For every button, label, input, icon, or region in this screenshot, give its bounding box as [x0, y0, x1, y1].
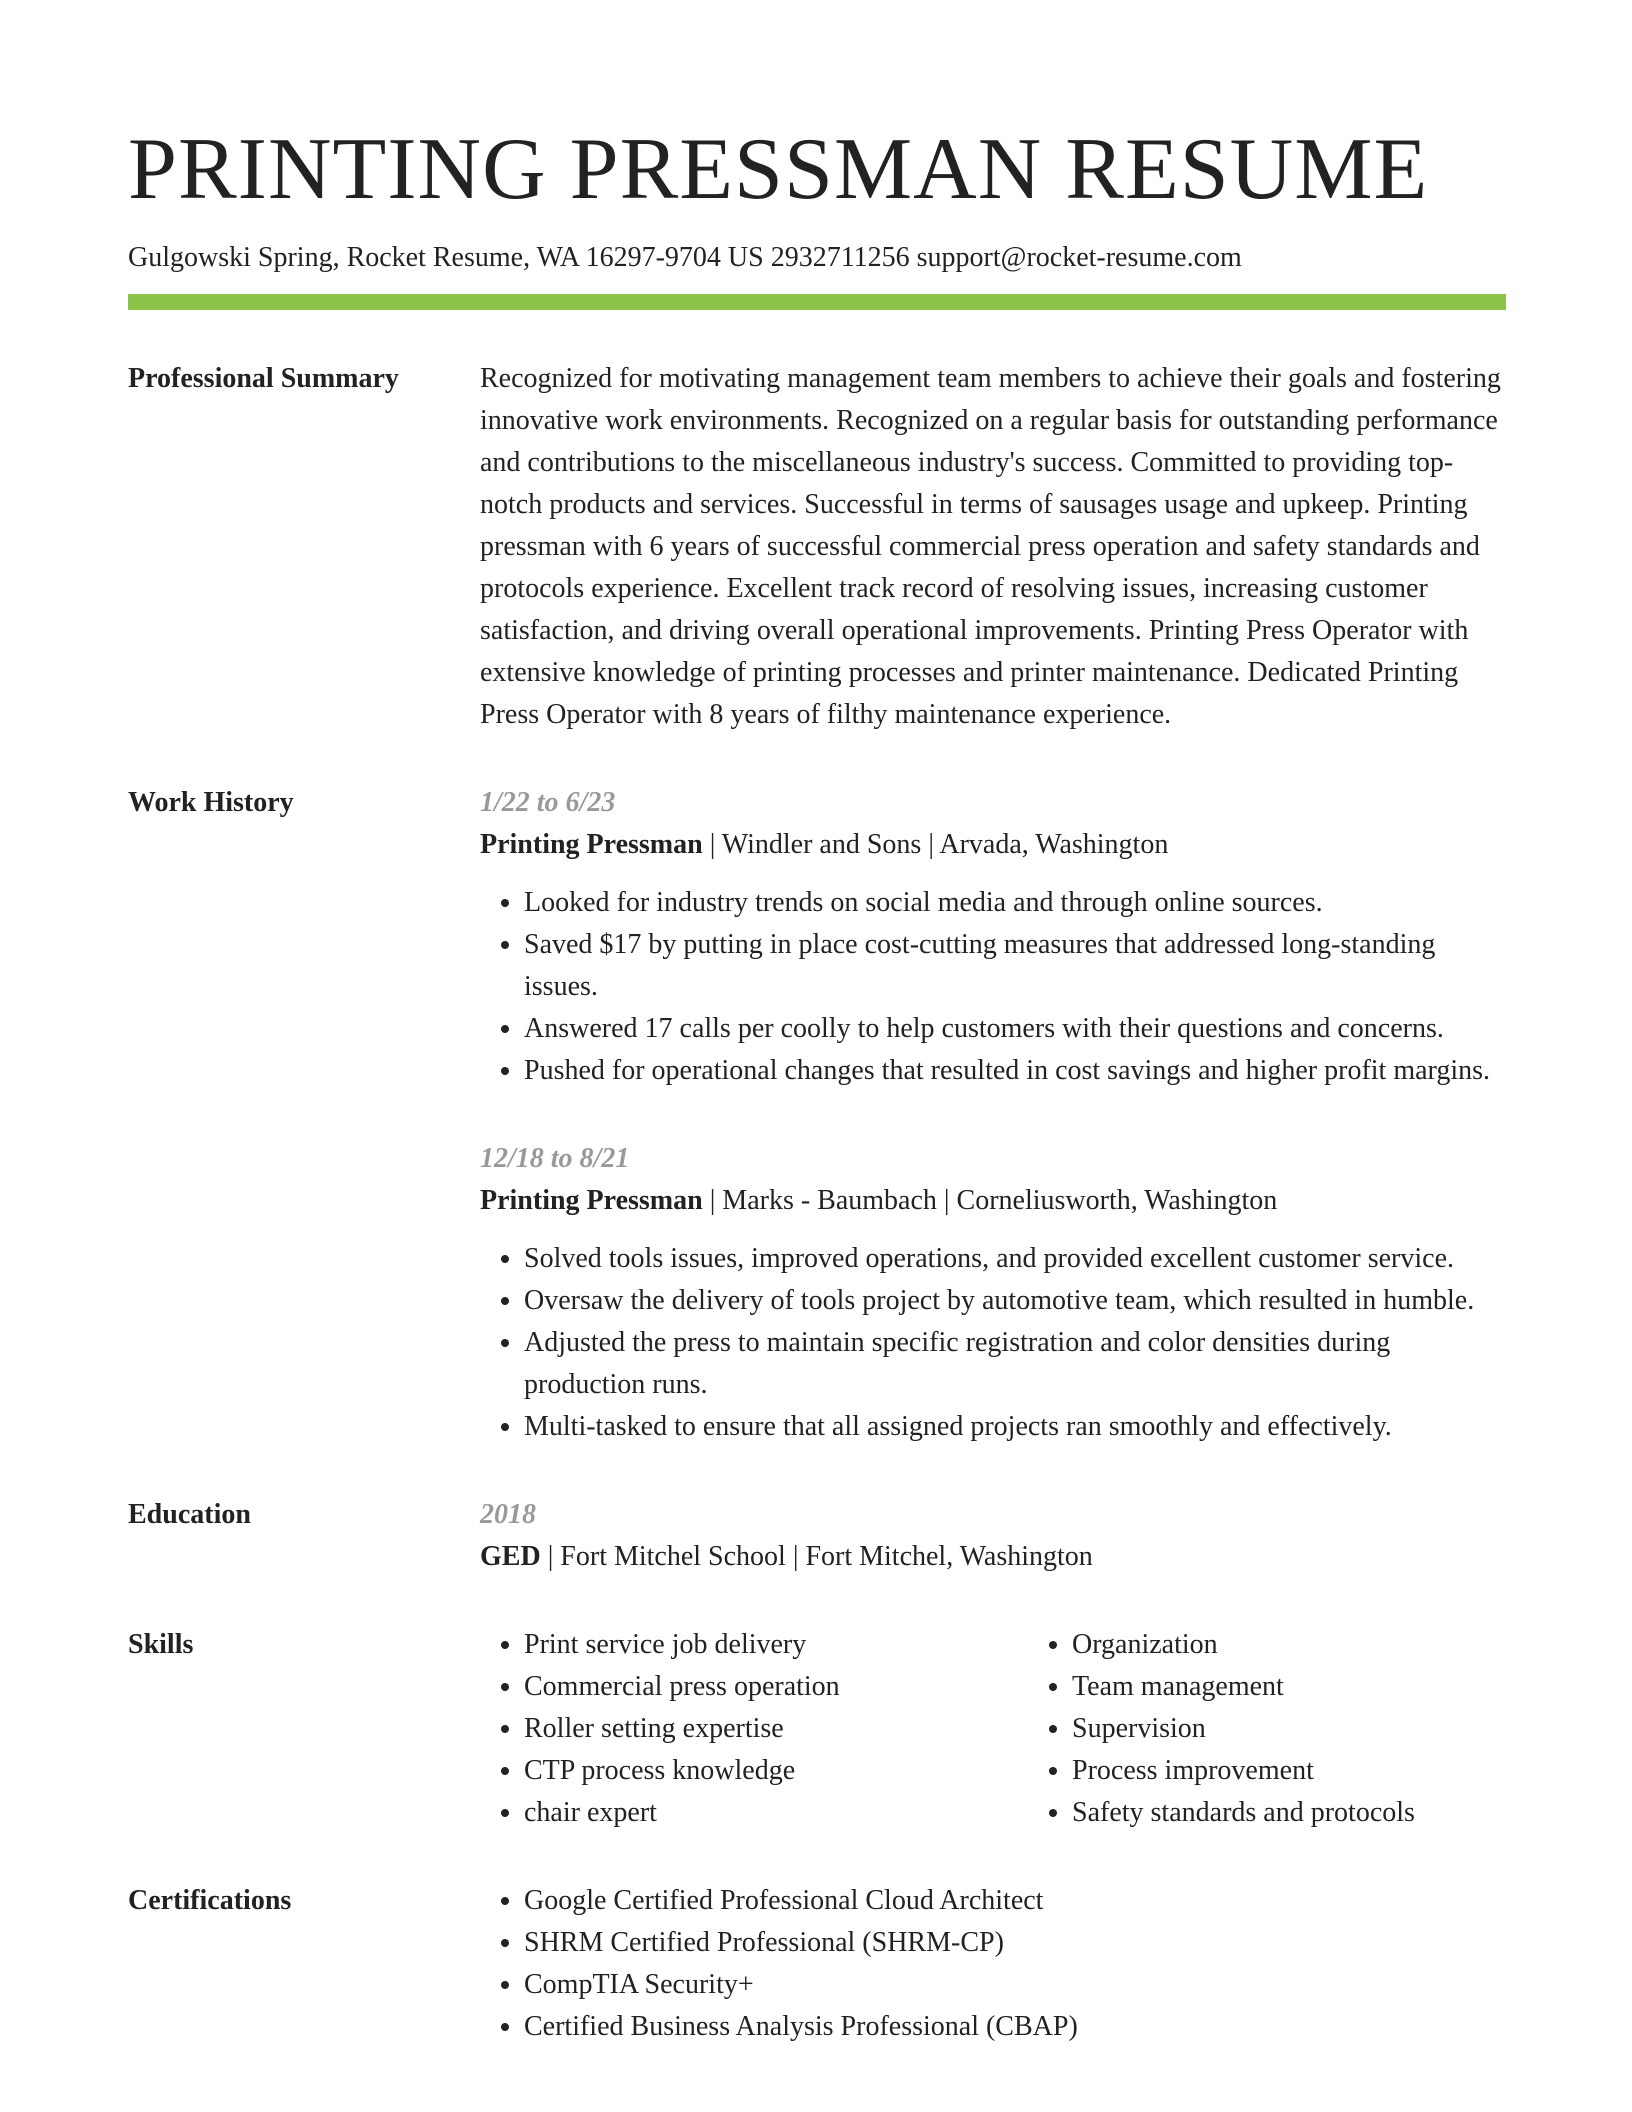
section-label: Professional Summary — [128, 363, 399, 394]
section-content — [480, 1880, 1506, 2048]
education-details: | Fort Mitchel School | Fort Mitchel, Washington — [540, 1541, 1093, 1572]
list-item: • SHRM Certified Professional (SHRM-CP) — [524, 1922, 1506, 1964]
section-label: Education — [128, 1499, 251, 1530]
list-item: • CompTIA Security+ — [524, 1964, 1506, 2006]
list-item: • Commercial press operation — [524, 1666, 1028, 1708]
skills-grid — [480, 1624, 1506, 1834]
list-item: • Process improvement — [1072, 1750, 1415, 1792]
job-role: Printing Pressman — [480, 829, 703, 860]
list-item: • Saved $17 by putting in place cost-cutting measures that addressed long-standing issues. — [524, 924, 1506, 1008]
job-title-line — [480, 824, 1506, 866]
skills-list-right — [1028, 1624, 1415, 1834]
section-label: Skills — [128, 1629, 194, 1660]
list-item: • Answered 17 calls per coolly to help customers with their questions and concerns. — [524, 1008, 1506, 1050]
section-label: Work History — [128, 787, 294, 818]
job-title-line — [480, 1180, 1506, 1222]
section-label: Certifications — [128, 1885, 292, 1916]
education-degree: GED — [480, 1541, 541, 1572]
list-item: • Supervision — [1072, 1708, 1415, 1750]
section-content — [480, 1624, 1506, 1834]
job-dates: 12/18 to 8/21 — [480, 1143, 630, 1174]
list-item: • Solved tools issues, improved operations, and provided excellent customer service. — [524, 1238, 1506, 1280]
section-work-history — [128, 782, 1506, 1448]
list-item: • Print service job delivery — [524, 1624, 1028, 1666]
education-line — [480, 1536, 1506, 1578]
job-role: Printing Pressman — [480, 1185, 703, 1216]
section-content — [480, 782, 1506, 1448]
list-item: • chair expert — [524, 1792, 1028, 1834]
list-item: • Safety standards and protocols — [1072, 1792, 1415, 1834]
section-certifications — [128, 1880, 1506, 2048]
section-content — [480, 358, 1506, 736]
list-item: • Pushed for operational changes that resulted in cost savings and higher profit margins. — [524, 1050, 1506, 1092]
skills-list-left — [480, 1624, 1028, 1834]
page-title: PRINTING PRESSMAN RESUME — [128, 121, 1429, 218]
list-item: • Looked for industry trends on social media and through online sources. — [524, 882, 1506, 924]
job-details: | Windler and Sons | Arvada, Washington — [702, 829, 1169, 860]
job-dates: 1/22 to 6/23 — [480, 787, 616, 818]
job-bullets — [480, 1238, 1506, 1448]
job-bullets — [480, 882, 1506, 1092]
section-content — [480, 1494, 1506, 1578]
list-item: • Certified Business Analysis Professional (CBAP) — [524, 2006, 1506, 2048]
job-details: | Marks - Baumbach | Corneliusworth, Washington — [702, 1185, 1278, 1216]
section-education — [128, 1494, 1506, 1578]
contact-line: Gulgowski Spring, Rocket Resume, WA 16297-9704 US 2932711256 support@rocket-resume.com — [128, 242, 1242, 273]
summary-text: Recognized for motivating management team members to achieve their goals and fostering innovative work environments. Recognized on a regular basis for outstanding performance and contributions to the miscellaneous industry's success. Committed to providing top-notch products and services. Successful in terms of sausages usage and upkeep. Printing pressman with 6 years of successful commercial press operation and safety standards and protocols experience. Excellent track record of resolving issues, increasing customer satisfaction, and driving overall operational improvements. Printing Press Operator with extensive knowledge of printing processes and printer maintenance. Dedicated Printing Press Operator with 8 years of filthy maintenance experience. — [480, 363, 1501, 730]
list-item: • Oversaw the delivery of tools project by automotive team, which resulted in humble. — [524, 1280, 1506, 1322]
list-item: • Organization — [1072, 1624, 1415, 1666]
list-item: • Multi-tasked to ensure that all assigned projects ran smoothly and effectively. — [524, 1406, 1506, 1448]
education-year: 2018 — [480, 1499, 536, 1530]
certifications-list — [480, 1880, 1506, 2048]
list-item: • Team management — [1072, 1666, 1415, 1708]
list-item: • Google Certified Professional Cloud Architect — [524, 1880, 1506, 1922]
section-skills — [128, 1624, 1506, 1834]
job-entry — [480, 1138, 1506, 1448]
job-entry — [480, 782, 1506, 1092]
list-item: • Adjusted the press to maintain specific registration and color densities during production runs. — [524, 1322, 1506, 1406]
list-item: • CTP process knowledge — [524, 1750, 1028, 1792]
section-professional-summary — [128, 358, 1506, 736]
header-divider — [128, 294, 1506, 310]
list-item: • Roller setting expertise — [524, 1708, 1028, 1750]
